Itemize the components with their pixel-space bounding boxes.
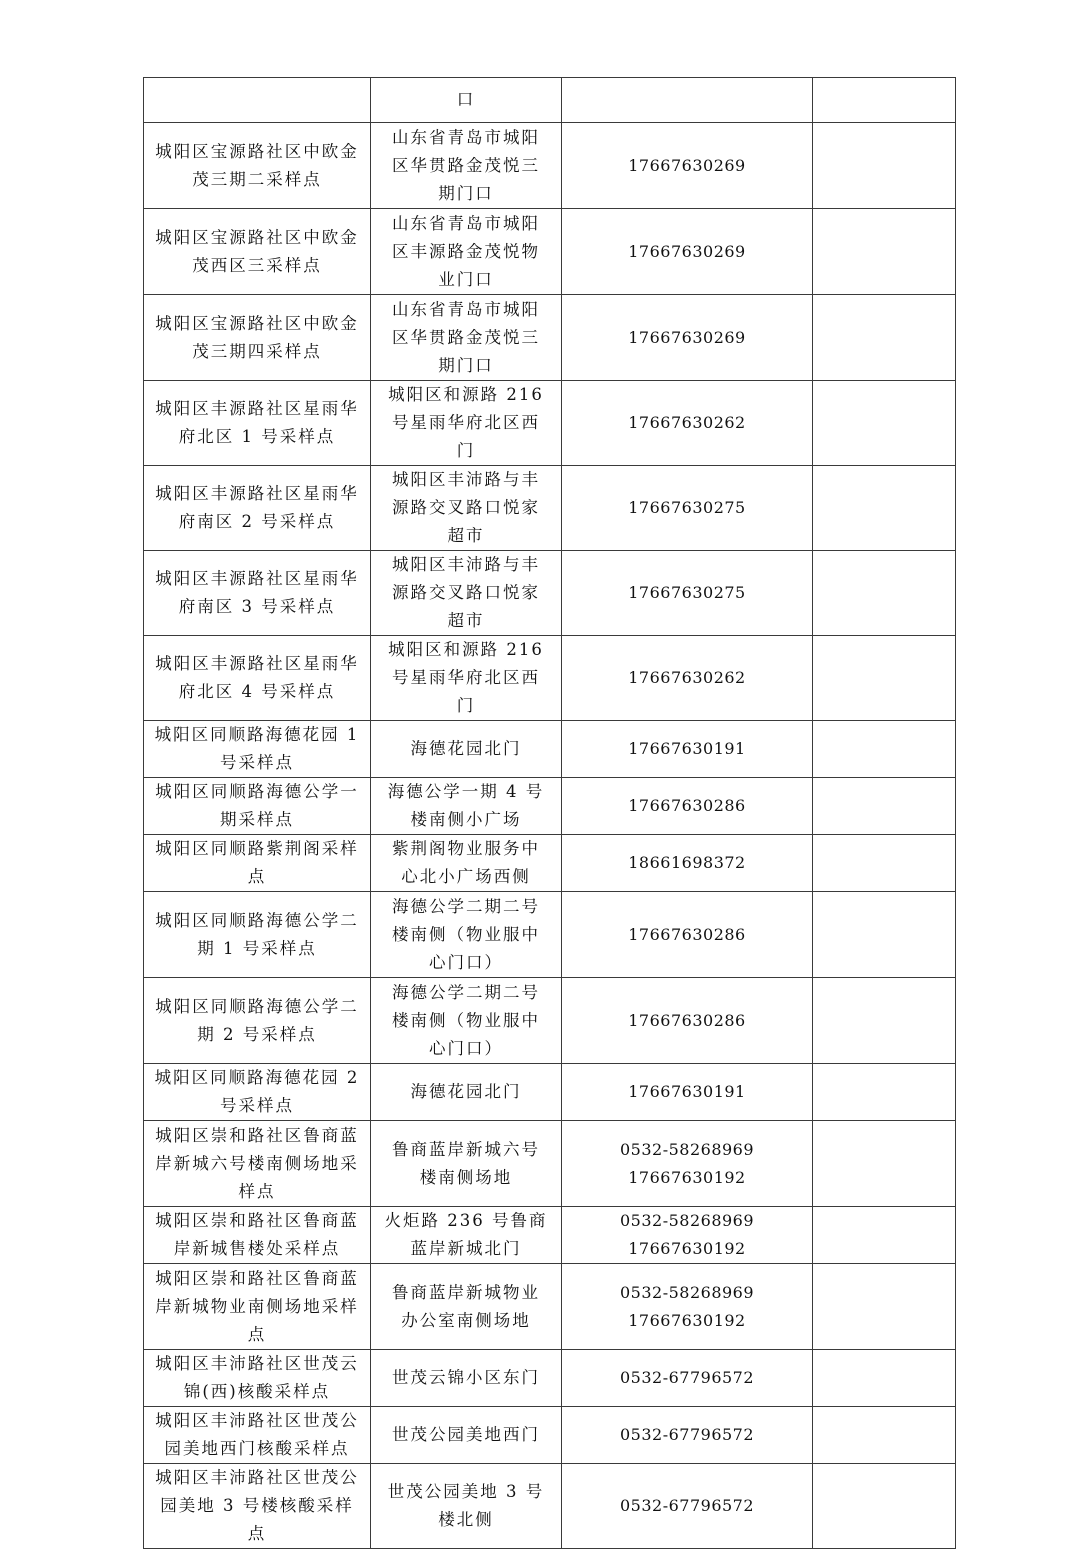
site-name-cell: 城阳区同顺路海德公学一期采样点 <box>144 778 371 835</box>
sampling-sites-table <box>143 77 956 1549</box>
site-name-cell: 城阳区同顺路海德花园 2 号采样点 <box>144 1064 371 1121</box>
site-address-cell: 世茂云锦小区东门 <box>371 1350 562 1407</box>
site-address-cell: 鲁商蓝岸新城六号楼南侧场地 <box>371 1121 562 1207</box>
contact-phone-cell <box>562 295 813 381</box>
site-name-cell: 城阳区丰源路社区星雨华府北区 4 号采样点 <box>144 636 371 721</box>
phone-number: 17667630286 <box>628 1010 746 1030</box>
table-row <box>144 892 956 978</box>
site-name-cell: 城阳区丰源路社区星雨华府南区 2 号采样点 <box>144 466 371 551</box>
contact-phone-cell <box>562 636 813 721</box>
phone-number: 17667630262 <box>628 668 746 687</box>
phone-number: 17667630269 <box>628 241 746 261</box>
phone-number: 17667630191 <box>628 1082 746 1101</box>
remarks-cell <box>813 466 956 551</box>
contact-phone-cell <box>562 1207 813 1264</box>
contact-phone-cell <box>562 1407 813 1464</box>
remarks-cell <box>813 835 956 892</box>
remarks-cell <box>813 1264 956 1350</box>
site-name-cell <box>144 78 371 123</box>
site-address-cell: 紫荆阁物业服务中心北小广场西侧 <box>371 835 562 892</box>
site-name-cell: 城阳区丰源路社区星雨华府北区 1 号采样点 <box>144 381 371 466</box>
document-page <box>143 77 955 1549</box>
phone-number: 17667630275 <box>628 498 746 517</box>
site-address-cell: 城阳区丰沛路与丰源路交叉路口悦家超市 <box>371 551 562 636</box>
site-name-cell: 城阳区同顺路海德公学二期 1 号采样点 <box>144 892 371 978</box>
site-name-cell: 城阳区宝源路社区中欧金茂西区三采样点 <box>144 209 371 295</box>
contact-phone-cell <box>562 123 813 209</box>
table-row <box>144 78 956 123</box>
site-address-cell: 海德公学二期二号楼南侧（物业服中心门口） <box>371 892 562 978</box>
remarks-cell <box>813 123 956 209</box>
phone-number: 17667630275 <box>628 583 746 602</box>
remarks-cell <box>813 209 956 295</box>
contact-phone-cell <box>562 381 813 466</box>
table-row <box>144 978 956 1064</box>
contact-phone-cell <box>562 209 813 295</box>
site-name-cell: 城阳区丰沛路社区世茂公园美地西门核酸采样点 <box>144 1407 371 1464</box>
site-address-cell: 山东省青岛市城阳区华贯路金茂悦三期门口 <box>371 295 562 381</box>
phone-number: 0532-67796572 <box>619 1496 755 1515</box>
table-row <box>144 551 956 636</box>
site-name-cell: 城阳区同顺路海德花园 1 号采样点 <box>144 721 371 778</box>
contact-phone-cell <box>562 978 813 1064</box>
site-address-cell: 海德公学一期 4 号楼南侧小广场 <box>371 778 562 835</box>
table-row <box>144 1121 956 1207</box>
site-name-cell: 城阳区崇和路社区鲁商蓝岸新城物业南侧场地采样点 <box>144 1264 371 1350</box>
phone-number: 0532-67796572 <box>619 1368 755 1387</box>
table-row <box>144 123 956 209</box>
site-address-cell: 口 <box>371 78 562 123</box>
table-body <box>144 78 956 1549</box>
site-address-cell: 海德公学二期二号楼南侧（物业服中心门口） <box>371 978 562 1064</box>
site-name-cell: 城阳区丰源路社区星雨华府南区 3 号采样点 <box>144 551 371 636</box>
site-address-cell: 鲁商蓝岸新城物业办公室南侧场地 <box>371 1264 562 1350</box>
table-row <box>144 636 956 721</box>
site-name-cell: 城阳区丰沛路社区世茂云锦(西)核酸采样点 <box>144 1350 371 1407</box>
phone-number: 0532-67796572 <box>619 1425 755 1444</box>
phone-number: 17667630192 <box>628 1310 746 1330</box>
table-row <box>144 1407 956 1464</box>
site-address-cell: 山东省青岛市城阳区丰源路金茂悦物业门口 <box>371 209 562 295</box>
phone-number: 17667630262 <box>628 413 746 432</box>
phone-number: 0532-58268969 <box>619 1282 755 1302</box>
contact-phone-cell <box>562 1264 813 1350</box>
site-name-cell: 城阳区同顺路紫荆阁采样点 <box>144 835 371 892</box>
table-row <box>144 1350 956 1407</box>
site-address-cell: 海德花园北门 <box>371 1064 562 1121</box>
phone-number: 17667630269 <box>628 327 746 347</box>
phone-number: 0532-58268969 <box>619 1211 755 1230</box>
contact-phone-cell <box>562 1064 813 1121</box>
remarks-cell <box>813 1350 956 1407</box>
remarks-cell <box>813 721 956 778</box>
phone-number: 18661698372 <box>628 853 746 872</box>
remarks-cell <box>813 1464 956 1549</box>
remarks-cell <box>813 978 956 1064</box>
phone-number: 17667630286 <box>628 796 746 815</box>
table-row <box>144 295 956 381</box>
remarks-cell <box>813 1121 956 1207</box>
table-row <box>144 721 956 778</box>
remarks-cell <box>813 78 956 123</box>
table-row <box>144 1064 956 1121</box>
table-row <box>144 1207 956 1264</box>
table-row <box>144 1264 956 1350</box>
remarks-cell <box>813 1064 956 1121</box>
contact-phone-cell <box>562 1464 813 1549</box>
table-row <box>144 381 956 466</box>
contact-phone-cell <box>562 466 813 551</box>
remarks-cell <box>813 381 956 466</box>
remarks-cell <box>813 778 956 835</box>
remarks-cell <box>813 1407 956 1464</box>
contact-phone-cell <box>562 78 813 123</box>
contact-phone-cell <box>562 778 813 835</box>
remarks-cell <box>813 551 956 636</box>
table-row <box>144 1464 956 1549</box>
site-address-cell: 火炬路 236 号鲁商蓝岸新城北门 <box>371 1207 562 1264</box>
remarks-cell <box>813 1207 956 1264</box>
contact-phone-cell <box>562 551 813 636</box>
remarks-cell <box>813 636 956 721</box>
remarks-cell <box>813 295 956 381</box>
table-row <box>144 209 956 295</box>
phone-number: 0532-58268969 <box>619 1139 755 1159</box>
remarks-cell <box>813 892 956 978</box>
site-address-cell: 海德花园北门 <box>371 721 562 778</box>
table-row <box>144 466 956 551</box>
phone-number: 17667630286 <box>628 924 746 944</box>
contact-phone-cell <box>562 892 813 978</box>
site-name-cell: 城阳区宝源路社区中欧金茂三期四采样点 <box>144 295 371 381</box>
site-name-cell: 城阳区崇和路社区鲁商蓝岸新城售楼处采样点 <box>144 1207 371 1264</box>
site-address-cell: 城阳区和源路 216 号星雨华府北区西门 <box>371 636 562 721</box>
table-row <box>144 835 956 892</box>
phone-number: 17667630192 <box>628 1239 746 1258</box>
table-row <box>144 778 956 835</box>
phone-number: 17667630192 <box>628 1167 746 1187</box>
site-address-cell: 山东省青岛市城阳区华贯路金茂悦三期门口 <box>371 123 562 209</box>
site-name-cell: 城阳区崇和路社区鲁商蓝岸新城六号楼南侧场地采样点 <box>144 1121 371 1207</box>
site-name-cell: 城阳区宝源路社区中欧金茂三期二采样点 <box>144 123 371 209</box>
contact-phone-cell <box>562 835 813 892</box>
contact-phone-cell <box>562 721 813 778</box>
site-address-cell: 世茂公园美地 3 号楼北侧 <box>371 1464 562 1549</box>
site-name-cell: 城阳区丰沛路社区世茂公园美地 3 号楼核酸采样点 <box>144 1464 371 1549</box>
site-address-cell: 城阳区丰沛路与丰源路交叉路口悦家超市 <box>371 466 562 551</box>
contact-phone-cell <box>562 1121 813 1207</box>
phone-number: 17667630269 <box>628 155 746 175</box>
contact-phone-cell <box>562 1350 813 1407</box>
site-name-cell: 城阳区同顺路海德公学二期 2 号采样点 <box>144 978 371 1064</box>
site-address-cell: 世茂公园美地西门 <box>371 1407 562 1464</box>
site-address-cell: 城阳区和源路 216 号星雨华府北区西门 <box>371 381 562 466</box>
phone-number: 17667630191 <box>628 739 746 758</box>
